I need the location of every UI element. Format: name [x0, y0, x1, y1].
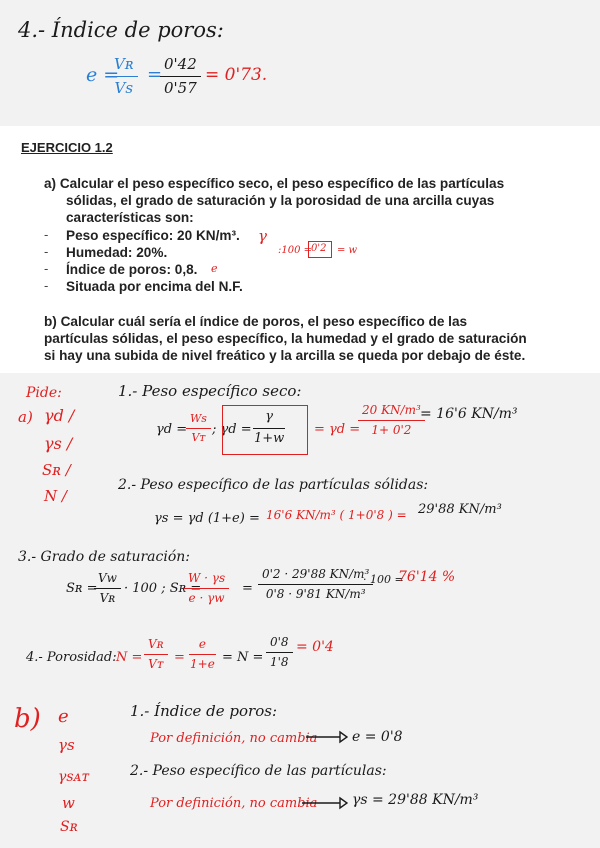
step4-eq2: = N =: [222, 650, 264, 665]
gamma: γ: [253, 410, 285, 429]
step3-x100b: · 100 =: [363, 573, 404, 586]
vw: Vw: [94, 572, 121, 589]
step3-result: 76'14 %: [398, 569, 456, 585]
part-b-line2: partículas sólidas, el peso específico, la humedad y el grado de saturación: [44, 331, 527, 346]
frac-042-057: [160, 56, 201, 96]
step1-title: 1.- Peso específico seco:: [118, 382, 302, 400]
frac-ws-vt: [186, 413, 211, 444]
step1-semi: ; γd =: [212, 422, 252, 437]
frac-e-1e: [186, 638, 219, 671]
e-gw: e · γw: [188, 591, 225, 606]
b-step1-reason: Por definición, no cambia: [150, 731, 318, 746]
vr: Vʀ: [99, 591, 116, 606]
step2-red: 16'6 KN/m³ ( 1+0'8 ) =: [266, 508, 407, 522]
bullet-dash: -: [44, 278, 49, 293]
part-a-line3: características son:: [66, 210, 194, 225]
den-057: 0'57: [164, 78, 197, 97]
eq-e: e =: [86, 64, 120, 86]
frac-big: [258, 568, 373, 601]
item-n: N /: [44, 487, 67, 505]
a-label: a): [18, 408, 33, 426]
num-20: 20 KN/m³: [358, 404, 425, 421]
step4-title: 4.- Porosidad:: [26, 650, 117, 665]
part-a-line2: sólidas, el grado de saturación y la porosidad de una arcilla cuyas: [66, 193, 495, 208]
b-label: b): [14, 704, 41, 734]
annot-eq-w: = w: [337, 245, 358, 256]
step3-title: 3.- Grado de saturación:: [18, 549, 190, 565]
annot-e: e: [211, 262, 218, 275]
frac-wgs-egw: [184, 572, 229, 605]
b-step2-title: 2.- Peso específico de las partículas:: [130, 763, 387, 779]
arrow-icon: [300, 796, 348, 810]
step1-gd-eq: γd =: [156, 422, 188, 437]
vr: Vʀ: [110, 56, 138, 77]
big-num: 0'2 · 29'88 KN/m³: [258, 568, 373, 585]
item-sr: Sʀ /: [42, 461, 71, 479]
step4-result: = 0'4: [296, 639, 334, 655]
step3-sr-eq: Sʀ =: [66, 581, 98, 596]
b-item-gs: γs: [58, 736, 75, 754]
step3-x100: · 100 ; Sʀ =: [124, 581, 202, 596]
b-item-gsat: γsᴀᴛ: [58, 769, 90, 785]
den-12: 1+ 0'2: [371, 423, 412, 438]
b-step1-value: e = 0'8: [352, 729, 403, 745]
annot-box-value: 0'2: [311, 243, 327, 254]
step2-gs-eq: γs = γd (1+e) =: [154, 511, 260, 526]
heading-indice-poros: 4.- Índice de poros:: [18, 18, 224, 42]
n-e: e: [189, 638, 216, 655]
bullet-dash: -: [44, 227, 49, 242]
bullet-humedad: Humedad: 20%.: [66, 245, 168, 260]
n-18: 1'8: [270, 655, 289, 670]
step4-eq1: =: [174, 650, 185, 665]
step4-n-eq: N =: [116, 650, 143, 665]
frac-vw-vr: [94, 572, 121, 605]
eq-equals: =: [147, 64, 163, 85]
step2-title: 2.- Peso específico de las partículas sólidas:: [118, 477, 429, 493]
arrow-icon: [304, 730, 348, 744]
b-step2-reason: Por definición, no cambia: [150, 796, 318, 811]
big-den: 0'8 · 9'81 KN/m³: [265, 587, 366, 602]
ws: Ws: [186, 413, 211, 429]
result-073: = 0'73.: [205, 65, 268, 85]
part-b-line1: b) Calcular cuál sería el índice de poros, el peso específico de las: [44, 314, 468, 329]
step1-red-gd: = γd =: [314, 422, 361, 437]
exercise-title: EJERCICIO 1.2: [21, 140, 113, 155]
bullet-dash: -: [44, 244, 49, 259]
part-b-line3: si hay una subida de nivel freático y la arcilla se queda por debajo de éste.: [44, 348, 526, 363]
pide-label: Pide:: [26, 385, 62, 401]
b-step1-title: 1.- Índice de poros:: [130, 702, 278, 720]
frac-gamma-1w: [250, 410, 288, 447]
item-gd: γd /: [44, 406, 75, 425]
item-gs: γs /: [44, 434, 73, 453]
vt: Vᴛ: [191, 431, 206, 445]
vs: Vs: [114, 78, 134, 97]
one-plus-w: 1+w: [254, 431, 285, 447]
bullet-nf: Situada por encima del N.F.: [66, 279, 243, 294]
step3-eq: =: [242, 581, 253, 596]
annot-div100: :100 =: [278, 245, 313, 256]
n-08: 0'8: [266, 636, 293, 653]
step1-result: = 16'6 KN/m³: [420, 406, 518, 422]
n-1e: 1+e: [190, 657, 215, 672]
b-step2-value: γs = 29'88 KN/m³: [352, 792, 479, 808]
frac-vr-vs: [110, 56, 138, 96]
n-vr: Vʀ: [144, 638, 168, 655]
step2-result: 29'88 KN/m³: [418, 502, 502, 517]
bullet-peso: Peso específico: 20 KN/m³.: [66, 228, 240, 243]
frac-20-12: [358, 404, 425, 437]
b-item-w: w: [62, 794, 75, 812]
part-a-line1: a) Calcular el peso específico seco, el peso específico de las partículas: [44, 176, 505, 191]
bullet-dash: -: [44, 261, 49, 276]
bullet-indice: Índice de poros: 0,8.: [66, 262, 198, 277]
n-vt: Vᴛ: [148, 657, 164, 672]
num-042: 0'42: [160, 56, 201, 77]
b-item-sr: Sʀ: [60, 819, 78, 835]
w-gs: W · γs: [184, 572, 229, 589]
frac-08-18: [266, 636, 293, 669]
b-item-e: e: [58, 706, 69, 727]
annot-gamma: γ: [258, 227, 267, 245]
frac-vr-vt: [144, 638, 168, 671]
